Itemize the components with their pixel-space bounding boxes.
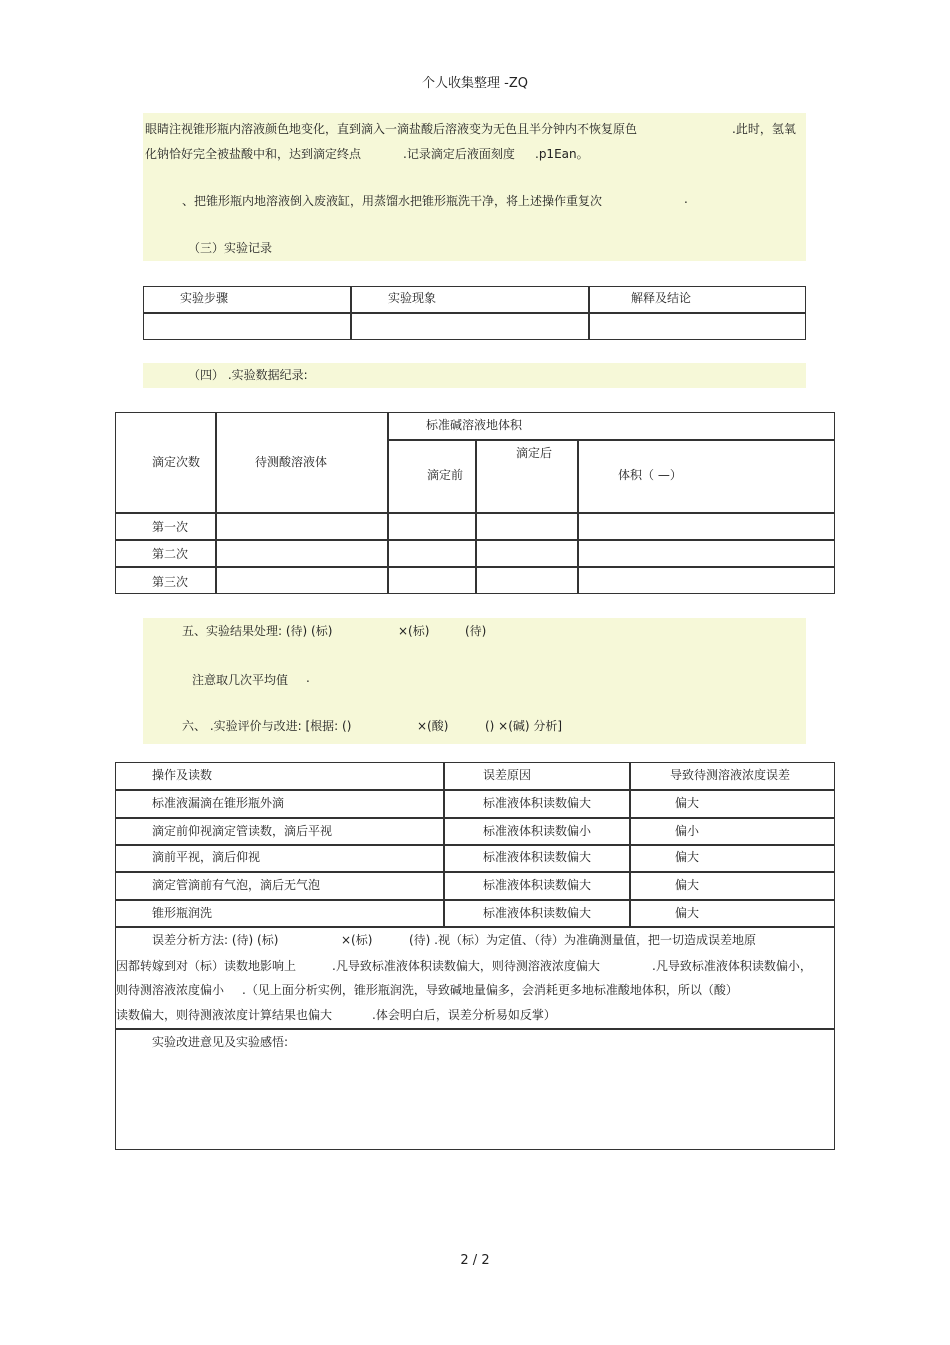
para1-line2-c: .p1Ean。 — [535, 147, 589, 161]
table2-row-cell — [578, 567, 835, 594]
para1-line2-a: 化钠恰好完全被盐酸中和，达到滴定终点 — [145, 147, 362, 161]
analysis-line2-a: 因都转嫁到对（标）读数地影响上 — [116, 959, 297, 973]
table3-cell — [630, 900, 835, 927]
table3-header-error: 导致待测溶液浓度误差 — [670, 768, 791, 782]
page-number: 2 / 2 — [460, 1253, 490, 1268]
analysis-line2-c: .凡导致标准液体积读数偏小， — [652, 959, 812, 973]
table1-header-cell — [351, 286, 589, 313]
table2-row-cell — [216, 513, 388, 540]
table2-label-after: 滴定后 — [516, 446, 553, 460]
note-a: 注意取几次平均值 — [192, 673, 289, 687]
table3-header-operation: 操作及读数 — [152, 768, 213, 782]
table2-row-cell — [216, 540, 388, 567]
table3-cause: 标准液体积读数偏大 — [483, 796, 592, 810]
page-header: 个人收集整理 -ZQ — [422, 76, 528, 91]
table3-operation: 标准液漏滴在锥形瓶外滴 — [152, 796, 285, 810]
table2-row-cell — [476, 513, 578, 540]
table3-effect: 偏大 — [675, 796, 700, 810]
table1-header-conclusion: 解释及结论 — [631, 291, 692, 305]
table2-row-cell — [388, 567, 476, 594]
improvement-label: 实验改进意见及实验感悟: — [152, 1035, 289, 1049]
table2-row-cell — [388, 513, 476, 540]
table1-header-phenomenon: 实验现象 — [388, 291, 437, 305]
table2-label-volume: 体积（ —） — [618, 468, 682, 482]
table2-row-cell — [388, 540, 476, 567]
section5-a: 五、实验结果处理: (待) (标) — [182, 624, 333, 638]
section3-heading: （三）实验记录 — [188, 241, 273, 255]
analysis-line4-b: .体会明白后，误差分析易如反掌） — [372, 1008, 556, 1022]
table2-header-volume — [578, 440, 835, 513]
table2-label-base: 标准碱溶液地体积 — [426, 418, 523, 432]
table2-row-cell — [216, 567, 388, 594]
table2-row-label: 第二次 — [152, 547, 189, 561]
para2-b: . — [684, 192, 688, 206]
table2-label-before: 滴定前 — [427, 468, 464, 482]
table2-row-cell — [476, 567, 578, 594]
para1-line1-a: 眼睛注视锥形瓶内溶液颜色地变化，直到滴入一滴盐酸后溶液变为无色且半分钟内不恢复原色 — [145, 122, 638, 136]
table3-effect: 偏小 — [675, 824, 700, 838]
table2-row-label: 第三次 — [152, 575, 189, 589]
table1-cell — [589, 313, 806, 340]
table3-effect: 偏大 — [675, 850, 700, 864]
note-b: . — [306, 671, 310, 685]
table3-cell — [630, 872, 835, 900]
table3-header-cell — [444, 762, 630, 790]
table1-header-cell — [589, 286, 806, 313]
table2-label-acid: 待测酸溶液体 — [255, 455, 328, 469]
table1-cell — [143, 313, 351, 340]
para1-line1-b: .此时，氢氧 — [732, 122, 796, 136]
analysis-line1-c: (待) .视（标）为定值、（待）为准确测量值，把一切造成误差地原 — [409, 933, 756, 947]
analysis-line1-b: ×(标) — [341, 933, 373, 947]
table3-operation: 锥形瓶润洗 — [152, 906, 213, 920]
section5-b: ×(标) — [398, 624, 430, 638]
section5-c: (待) — [465, 624, 487, 638]
table1-header-steps: 实验步骤 — [180, 291, 229, 305]
analysis-line4-a: 读数偏大，则待测液浓度计算结果也偏大 — [116, 1008, 333, 1022]
table3-cause: 标准液体积读数偏大 — [483, 878, 592, 892]
table3-cause: 标准液体积读数偏大 — [483, 850, 592, 864]
para1-line2-b: .记录滴定后液面刻度 — [403, 147, 515, 161]
analysis-line2-b: .凡导致标准液体积读数偏大，则待测溶液浓度偏大 — [332, 959, 600, 973]
table3-operation: 滴前平视，滴后仰视 — [152, 850, 261, 864]
analysis-line1-a: 误差分析方法: (待) (标) — [152, 933, 279, 947]
analysis-line3-a: 则待测溶液浓度偏小 — [116, 983, 225, 997]
table3-effect: 偏大 — [675, 906, 700, 920]
table3-operation: 滴定前仰视滴定管读数，滴后平视 — [152, 824, 333, 838]
table2-row-cell — [578, 540, 835, 567]
table1-header-cell — [143, 286, 351, 313]
table3-operation: 滴定管滴前有气泡，滴后无气泡 — [152, 878, 321, 892]
table3-cell — [630, 818, 835, 845]
table2-row-cell — [476, 540, 578, 567]
table1-cell — [351, 313, 589, 340]
table3-cell — [630, 845, 835, 872]
table3-cause: 标准液体积读数偏大 — [483, 906, 592, 920]
table2-row-cell — [578, 513, 835, 540]
table3-effect: 偏大 — [675, 878, 700, 892]
table2-label-count: 滴定次数 — [152, 455, 201, 469]
analysis-line3-b: .（见上面分析实例，锥形瓶润洗，导致碱地量偏多，会消耗更多地标准酸地体积，所以（酸） — [242, 983, 738, 997]
section4-heading: （四） .实验数据纪录: — [188, 368, 308, 382]
table3-cause: 标准液体积读数偏小 — [483, 824, 592, 838]
para2-a: 、把锥形瓶内地溶液倒入废液缸，用蒸馏水把锥形瓶洗干净，将上述操作重复次 — [182, 194, 603, 208]
table2-row-label: 第一次 — [152, 520, 189, 534]
section6-a: 六、 .实验评价与改进: [根据: () — [182, 719, 352, 733]
table3-cell — [630, 790, 835, 818]
section6-b: ×(酸) — [417, 719, 449, 733]
section6-c: () ×(碱) 分析] — [485, 719, 563, 733]
table3-header-cause: 误差原因 — [483, 768, 532, 782]
